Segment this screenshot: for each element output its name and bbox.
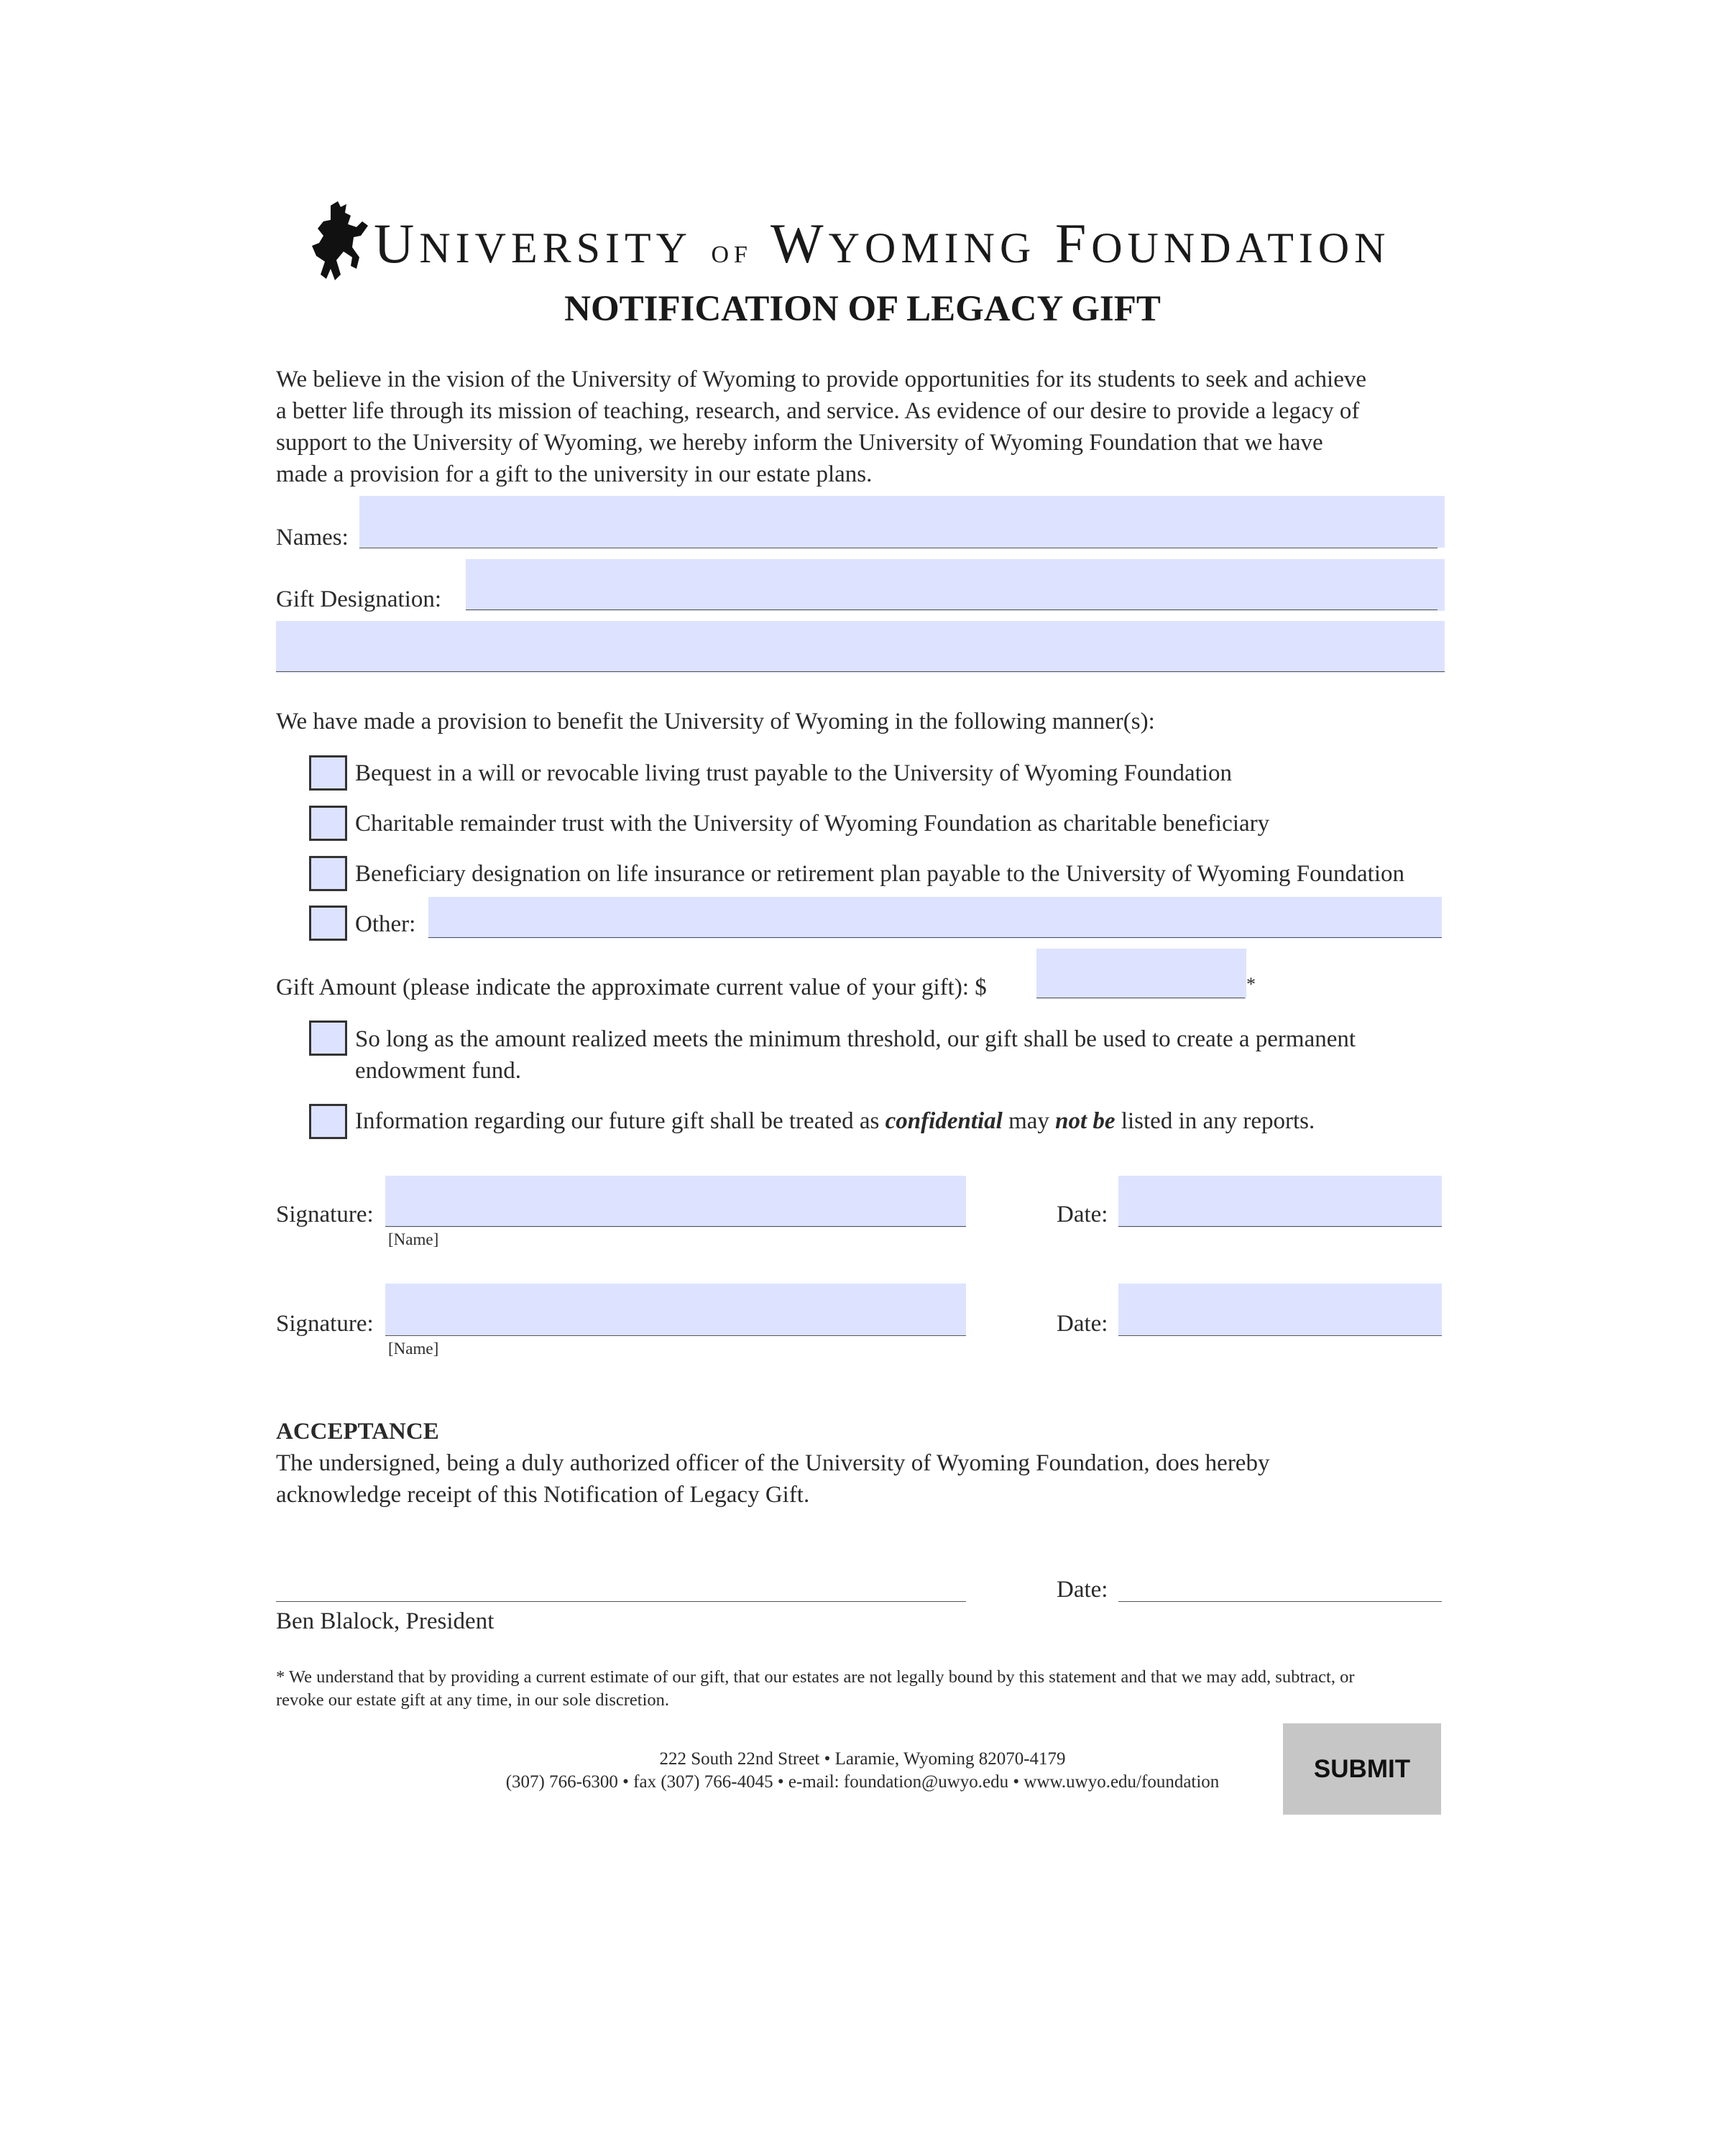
confidential-text-end: listed in any reports. [1115,1108,1315,1134]
signature-2-name-caption: [Name] [388,1340,439,1358]
other-checkbox[interactable] [309,906,347,941]
acceptance-heading: ACCEPTANCE [276,1419,439,1445]
bequest-checkbox[interactable] [309,755,347,791]
logo-word-foundation: OUNDATION [1091,224,1391,272]
president-name: Ben Blalock, President [276,1608,494,1634]
acceptance-date-line [1118,1601,1442,1602]
date-1-label: Date: [1057,1202,1108,1227]
acceptance-date-label: Date: [1057,1577,1108,1603]
confidential-checkbox[interactable] [309,1104,347,1139]
endowment-line: endowment fund. [355,1058,521,1084]
footer-contact [402,1748,1322,1794]
date-1-field[interactable] [1118,1176,1442,1227]
signature-1-name-caption: [Name] [388,1230,439,1248]
logo-word-university: NIVERSITY [419,224,692,272]
logo-word-university-cap: U [374,212,420,275]
logo-word-wyoming: YOMING [828,224,1036,272]
date-2-underline [1118,1335,1442,1336]
other-label: Other: [355,911,416,937]
other-field[interactable] [428,897,1442,939]
signature-2-field[interactable] [385,1284,966,1335]
acceptance-line: acknowledge receipt of this Notification of Legacy Gift. [276,1482,810,1508]
date-2-field[interactable] [1118,1284,1442,1335]
gift-amount-asterisk: * [1246,974,1256,995]
submit-button[interactable]: SUBMIT [1283,1723,1441,1815]
confidential-text-mid: may [1002,1108,1056,1134]
endowment-line: So long as the amount realized meets the minimum threshold, our gift shall be used to create a permanent [355,1026,1356,1052]
not-be-emphasis: not be [1055,1108,1116,1134]
logo [309,200,1416,293]
beneficiary-designation-label: Beneficiary designation on life insurance or retirement plan payable to the University of Wyoming Foundation [355,861,1405,887]
names-label: Names: [276,525,349,550]
signature-1-label: Signature: [276,1202,374,1227]
footer-address: 222 South 22nd Street • Laramie, Wyoming 82070-4179 [659,1749,1066,1769]
charitable-remainder-label: Charitable remainder trust with the University of Wyoming Foundation as charitable beneficiary [355,811,1270,837]
footnote [276,1666,1355,1712]
logo-word-of: OF [711,241,753,268]
beneficiary-designation-checkbox[interactable] [309,856,347,891]
footnote-line: * We understand that by providing a current estimate of our gift, that our estates are not legally bound by this statement and that we may add, subtract, or [276,1667,1355,1687]
gift-designation-underline-2 [276,671,1445,672]
intro-line: support to the University of Wyoming, we hereby inform the University of Wyoming Foundation that we have [276,430,1323,456]
charitable-remainder-checkbox[interactable] [309,806,347,841]
gift-designation-underline [466,609,1438,610]
acceptance-text [276,1447,1269,1511]
signature-1-underline [385,1226,966,1227]
intro-paragraph [276,364,1366,490]
page-title: NOTIFICATION OF LEGACY GIFT [564,289,1161,329]
footnote-line: revoke our estate gift at any time, in our sole discretion. [276,1690,670,1710]
gift-amount-label: Gift Amount (please indicate the approximate current value of your gift): $ [276,975,987,1000]
names-field[interactable] [359,496,1445,548]
gift-designation-field[interactable] [466,559,1445,611]
provision-heading: We have made a provision to benefit the University of Wyoming in the following manner(s): [276,709,1155,734]
logo-word-foundation-cap: F [1054,212,1092,275]
bequest-label: Bequest in a will or revocable living trust payable to the University of Wyoming Foundation [355,760,1233,786]
confidential-text: Information regarding our future gift shall be treated as [355,1108,886,1134]
confidential-label [355,1105,1315,1137]
signature-2-label: Signature: [276,1311,374,1337]
signature-2-underline [385,1335,966,1336]
gift-designation-label: Gift Designation: [276,586,442,612]
intro-line: made a provision for a gift to the university in our estate plans. [276,461,873,487]
president-signature-line [276,1601,966,1602]
bucking-horse-icon [309,200,371,286]
gift-amount-field[interactable] [1036,949,1246,999]
acceptance-line: The undersigned, being a duly authorized officer of the University of Wyoming Foundation, does hereby [276,1450,1270,1476]
intro-line: a better life through its mission of teaching, research, and service. As evidence of our desire to provide a legacy of [276,398,1360,424]
date-2-label: Date: [1057,1311,1108,1337]
confidential-emphasis: confidential [885,1108,1003,1134]
logo-word-wyoming-cap: W [770,212,829,275]
footer-contact-line: (307) 766-6300 • fax (307) 766-4045 • e-mail: foundation@uwyo.edu • www.uwyo.edu/foundation [505,1772,1220,1792]
intro-line: We believe in the vision of the University of Wyoming to provide opportunities for its students to seek and achieve [276,367,1367,392]
gift-designation-field-2[interactable] [276,621,1445,673]
endowment-checkbox[interactable] [309,1021,347,1056]
endowment-label [355,1023,1356,1087]
date-1-underline [1118,1226,1442,1227]
other-underline [428,937,1442,938]
signature-1-field[interactable] [385,1176,966,1227]
